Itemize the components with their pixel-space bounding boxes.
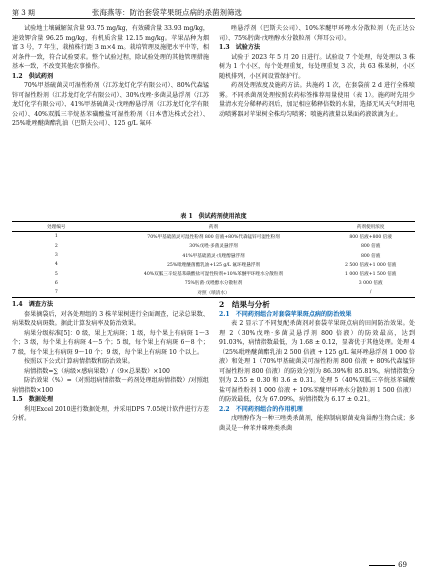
table-row [12, 260, 415, 269]
page-number-rule [369, 565, 395, 566]
table-row [12, 288, 415, 298]
header-rule [12, 18, 415, 19]
cell-treatment-id: 4 [54, 262, 58, 268]
paragraph: 试验地土壤碱解氮含量 93.75 mg/kg，有效磷含量 33.93 mg/kg，速效钾含量 96.25 mg/kg，有机质含量 12.15 mg/kg。苹果品种为烟富 3 号，7 年生，栽植株行距 3 m×4 m。栽培管理及施肥水平中等，相对条件一致，符合试验要求。整个试验过程，除试验处理的其他管理措施基本一致，不改变其他农事操作。 [12, 25, 209, 70]
col-header-dose: 药剂使用浓度 [326, 222, 415, 232]
cell-treatment-id: 1 [54, 234, 58, 240]
section-heading: 2.1 不同药剂组合对套袋苹果斑点病的防治效果 [219, 310, 352, 318]
col-header-id: 处理编号 [12, 222, 101, 232]
table-row [12, 251, 415, 260]
section-heading: 2.2 不同药剂组合的作用机理 [219, 405, 303, 413]
section-heading: 1.4 调查方法 [12, 301, 54, 308]
paragraph: 表 2 显示了不同复配杀菌剂对套袋苹果斑点病的田间防治效果。处理 2（30%戊唑·多菌灵悬浮剂 800 倍液）的防效最高，达到 91.03%，病情指数最低，为 1.68 ± 0.12，显著优于其他处理。处理 4（25%吡唑醚菌酯乳油 2 500 倍液 + 125 g/L 氟环唑悬浮剂 1 000 倍液）和处理 1（70%甲基硫菌灵可湿性粉剂 800 倍液 + 80%代森锰锌可湿性粉剂 800 倍液）的防效分别为 86.39%和 85.81%，病情指数分别为 2.55 ± 0.30 和 3.6 ± 0.31。处理 5（40%双胍三辛烷基苯磺酸盐可湿性粉剂 1 000 倍液 + 10%苯醚甲环唑水分散粒剂 1 500 倍液）的防效最低，仅为 67.09%，病情指数为 6.17 ± 0.21。 [219, 320, 415, 403]
running-header [12, 5, 415, 19]
section-heading: 1.3 试验方法 [219, 44, 261, 51]
page-number-text: 69 [398, 561, 407, 569]
cell-agent: 25%吡唑醚菌酯乳油+125 g/L 氟环唑悬浮剂 [166, 262, 260, 268]
right-column-top [219, 24, 415, 119]
cell-agent: 40%双胍三辛烷基苯磺酸盐可湿性粉剂+10%苯醚甲环唑水分散粒剂 [143, 272, 284, 278]
cell-dose: 2 500 倍液+1 000 倍液 [344, 262, 397, 268]
paragraph: 防治效果（%）=（对照组病情指数－药剂处理组病情指数）/对照组病情指数×100 [12, 377, 209, 394]
table-row [12, 279, 415, 288]
paragraph: 唑悬浮剂（巴斯夫公司）、10%苯醚甲环唑水分散粒剂（先正达公司）、75%肟菌·戊唑醇水分散粒剂（拜耳公司）。 [219, 25, 415, 42]
paragraph: 药剂处理浓度及施药方法。共施药 1 次，在套袋前 2 d 进行全株喷雾。不同杀菌剂处理按照农药标签推荐用量使用（表 1）。施药时先用少量清水充分稀释药剂后，加足相应稀释倍数的水量，选择无风天气时用电动喷雾器对苹果树全株均匀喷雾；喷施药液量以果面药液欲滴为止。 [219, 82, 415, 118]
paragraph: 套果摘袋后，对各处理组的 3 株苹果树进行全面调查，记录总果数、病果数及病斑数。据此计算发病率及防治效果。 [12, 310, 209, 327]
cell-treatment-id: 2 [54, 243, 58, 249]
cell-treatment-id: 3 [54, 253, 58, 259]
table-row [12, 242, 415, 251]
cell-dose: 1 000 倍液+1 500 倍液 [344, 272, 397, 278]
running-title: 张海燕等：防治套袋苹果斑点病的杀菌剂筛选 [92, 8, 242, 17]
table-row [12, 232, 415, 242]
cell-agent: 对照（喷清水） [101, 288, 327, 298]
table-row [12, 269, 415, 278]
cell-agent: 75%肟菌·戊唑醇水分散粒剂 [184, 281, 243, 287]
cell-dose: 3 000 倍液 [358, 281, 383, 287]
section-heading: 1.5 数据处理 [12, 396, 54, 403]
cell-agent: 70%甲基硫菌灵可湿性粉剂 800 倍液+80%代森锰锌可湿性粉剂 [147, 234, 280, 240]
left-column-top [12, 24, 209, 129]
left-column-bottom [12, 300, 209, 424]
cell-treatment-id: 5 [54, 271, 58, 277]
cell-dose: 800 倍液+800 倍液 [349, 234, 392, 240]
cell-agent: 41%甲基硫菌灵·戊唑醇悬浮剂 [182, 253, 245, 259]
cell-agent: 30%戊唑·多菌灵悬浮剂 [189, 244, 238, 250]
paragraph: 70%甲基硫菌灵可湿性粉剂（江苏龙灯化学有限公司）、80%代森锰锌可湿性粉剂（江苏龙灯化学有限公司）、30%戊唑·多菌灵悬浮剂（江苏龙灯化学有限公司）、41%甲基硫菌灵·戊唑醇悬浮剂（江苏龙灯化学有限公司）、40%双胍三辛烷基苯磺酸盐可湿性粉剂（日本曹达株式会社）、25%吡唑醚菌酯乳油（巴斯夫公司）、125 g/L 氟环 [12, 82, 209, 127]
issue-label: 第 3 期 [12, 9, 35, 17]
paragraph: 利用Excel 2010进行数据处理，并采用DPS 7.05统计软件进行方差分析。 [12, 405, 209, 422]
cell-treatment-id: 7 [12, 288, 101, 298]
paragraph: 按照以下公式计算病情指数和防治效果。 [24, 358, 134, 365]
paragraph: 病情指数=∑（病级×感病果数）/（9×总果数）×100 [24, 367, 170, 375]
paragraph: 试验于 2023 年 5 月 20 日进行。试验设 7 个处理，每处理以 3 株树为 1 个小区，每个处理重复，每处理重复 3 次，共 63 株果树，小区随机排列，小区间设置保护行。 [219, 53, 415, 80]
paragraph: 戊唑醇作为一种三唑类杀菌剂，能抑制病原菌麦角甾醇生物合成；多菌灵是一种苯并咪唑类杀菌 [219, 415, 415, 432]
section-heading: 2 结果与分析 [219, 300, 270, 309]
dosage-table [12, 221, 415, 298]
col-header-agent: 药剂 [101, 222, 327, 232]
cell-dose: 800 倍液 [360, 244, 381, 250]
cell-dose: 800 倍液 [360, 253, 381, 259]
table-header-row [12, 222, 415, 232]
paragraph: 病果分级标准[5]：0 级，果上无病斑；1 级，每个果上有病斑 1～3 个；3 级，每个果上有病斑 4～5 个；5 级，每个果上有病斑 6～8 个；7 级，每个果上有病斑 9～10 个；9 级，每个果上有病斑 10 个以上。 [12, 329, 209, 356]
right-column-bottom [219, 300, 415, 433]
section-heading: 1.2 供试药剂 [12, 72, 54, 80]
table-caption: 表 1 供试药剂使用浓度 [180, 213, 247, 220]
cell-dose: / [326, 288, 415, 298]
page-number [369, 561, 407, 569]
cell-treatment-id: 6 [54, 280, 58, 286]
